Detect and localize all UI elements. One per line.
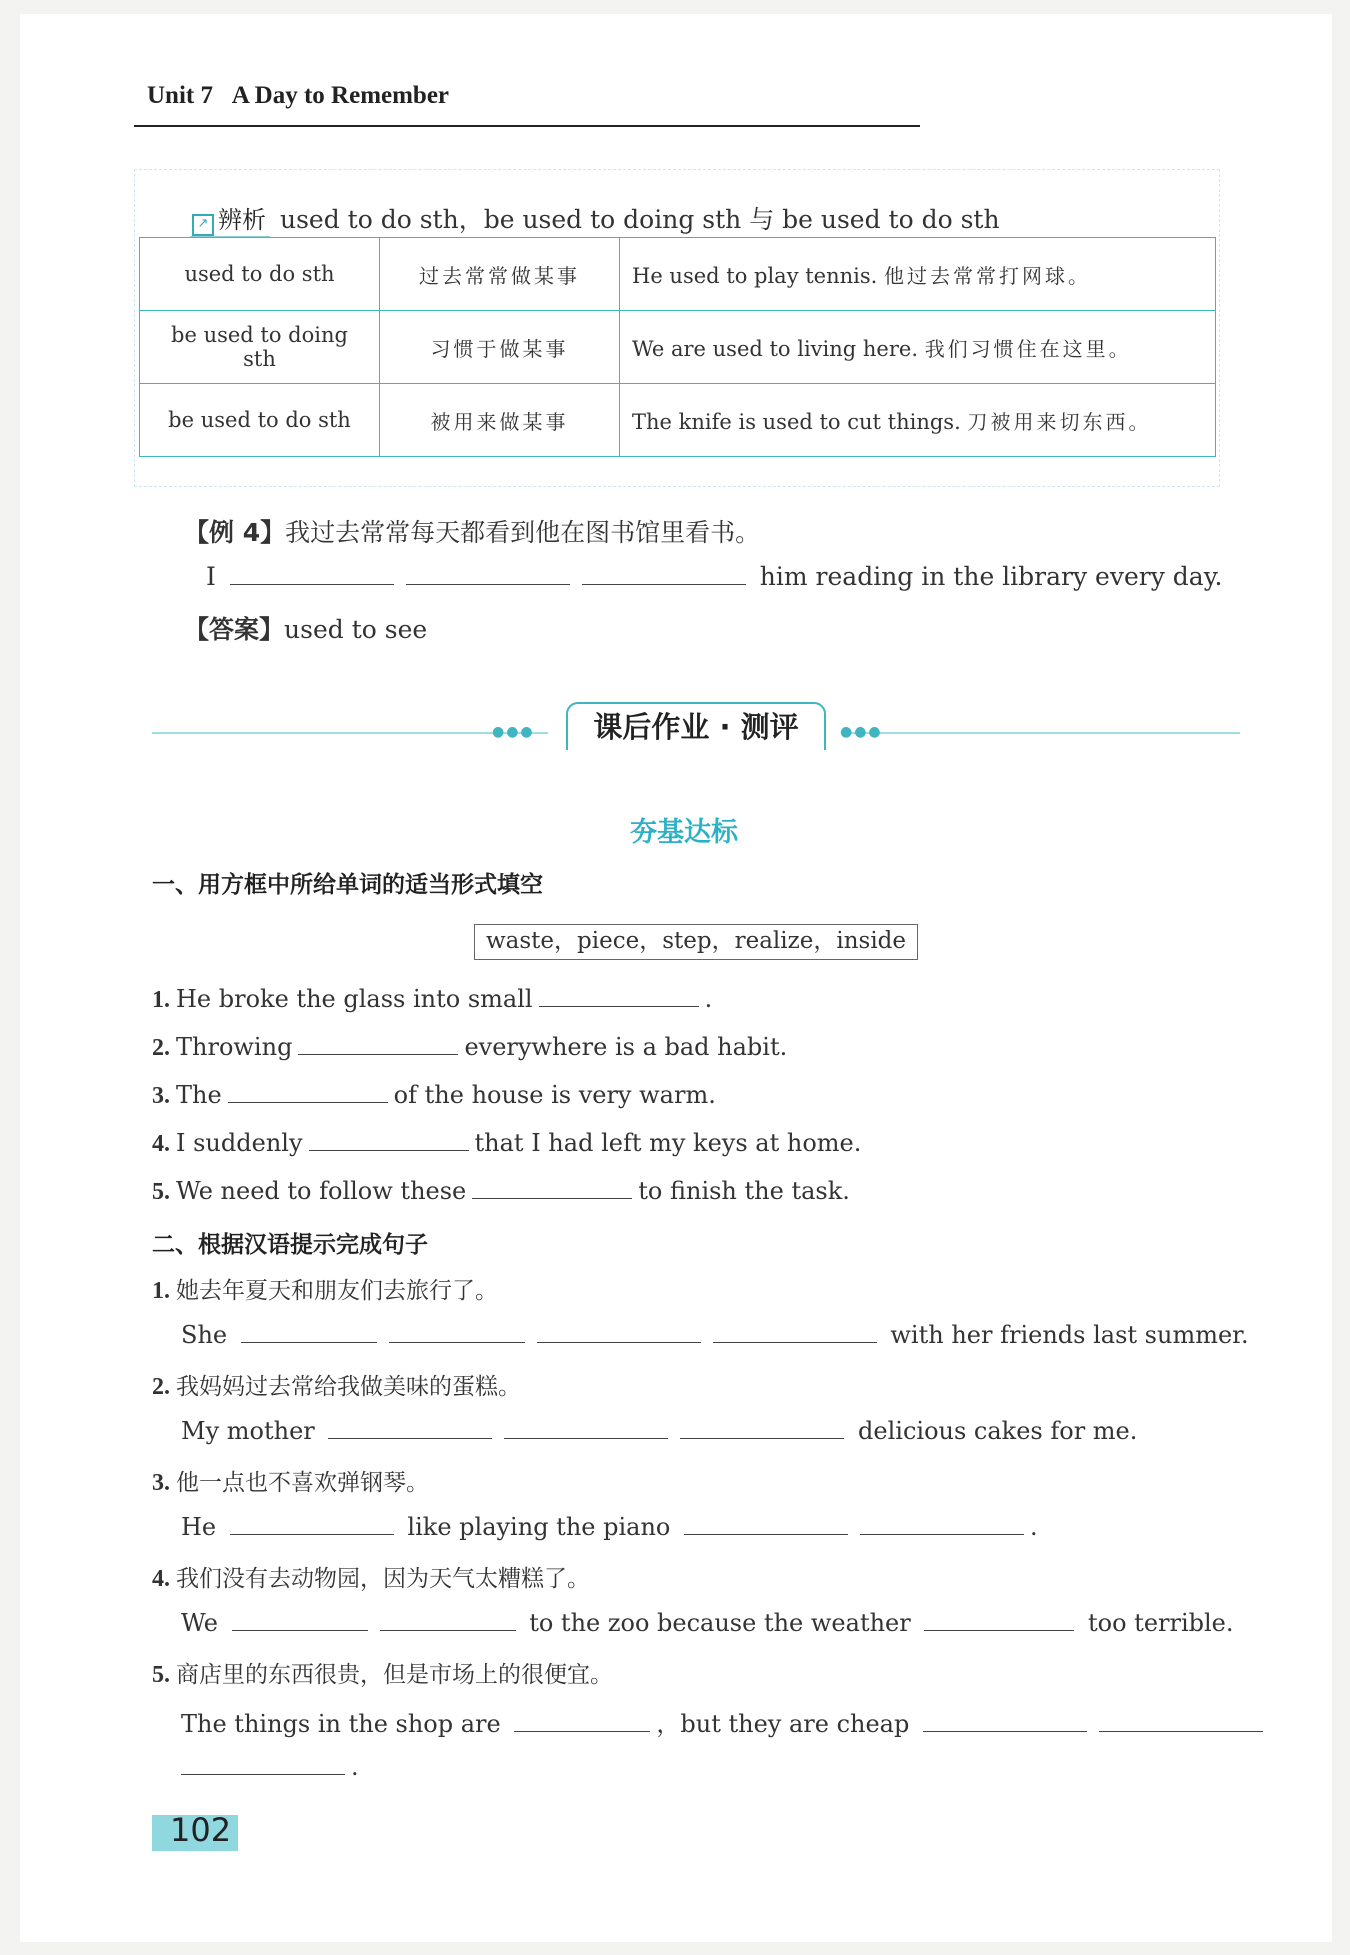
question-prompt: 2. 我妈妈过去常给我做美味的蛋糕。: [152, 1374, 521, 1400]
discrimination-tag: ↗ 辨析: [190, 206, 270, 238]
unit-title: A Day to Remember: [231, 82, 450, 109]
pen-icon: ↗: [192, 214, 214, 236]
question-item: 2. Throwing everywhere is a bad habit.: [152, 1033, 788, 1061]
example-answer: [184, 610, 427, 646]
answer-blank[interactable]: [713, 1320, 877, 1343]
answer-line: She with her friends last summer.: [181, 1321, 1249, 1349]
answer-blank[interactable]: [582, 562, 746, 585]
banner-rule-right: [844, 732, 1240, 734]
answer-line: He like playing the piano .: [181, 1513, 1038, 1541]
question-item: 4. I suddenly that I had left my keys at home.: [152, 1129, 862, 1157]
banner-dots-left: ●●●: [492, 724, 535, 740]
example-cell: We are used to living here. 我们习惯住在这里。: [620, 311, 1216, 384]
answer-blank[interactable]: [298, 1032, 458, 1055]
answer-blank[interactable]: [241, 1320, 377, 1343]
answer-line: We to the zoo because the weather too terrible.: [181, 1609, 1234, 1637]
example-text: 我过去常常每天都看到他在图书馆里看书。: [285, 518, 761, 547]
question-item: 1. He broke the glass into small .: [152, 985, 713, 1013]
discrimination-title: used to do sth，be used to doing sth 与 be used to do sth: [280, 205, 1000, 234]
example-cell: The knife is used to cut things. 刀被用来切东西。: [620, 384, 1216, 457]
answer-blank[interactable]: [504, 1416, 668, 1439]
answer-blank[interactable]: [309, 1128, 469, 1151]
question-item: 3. The of the house is very warm.: [152, 1081, 716, 1109]
answer-line-continued: .: [181, 1752, 359, 1781]
meaning-cell: 被用来做某事: [380, 384, 620, 457]
answer-blank[interactable]: [228, 1080, 388, 1103]
section-banner: 课后作业 · 测评: [566, 702, 826, 750]
answer-blank[interactable]: [232, 1608, 368, 1631]
banner-rule-left: [152, 732, 548, 734]
answer-blank[interactable]: [389, 1320, 525, 1343]
word-box: waste，piece，step，realize，inside: [474, 924, 918, 960]
unit-header: [147, 82, 449, 110]
answer-blank[interactable]: [680, 1416, 844, 1439]
section-subtitle: 夯基达标: [630, 817, 738, 848]
part2-heading: 二、根据汉语提示完成句子: [152, 1232, 428, 1258]
example-question: [184, 513, 760, 549]
answer-blank[interactable]: [406, 562, 570, 585]
phrase-cell: be used to do sth: [140, 384, 380, 457]
part1-heading: 一、用方框中所给单词的适当形式填空: [152, 872, 543, 898]
answer-blank[interactable]: [380, 1608, 516, 1631]
table-row: [140, 238, 1216, 311]
answer-blank[interactable]: [472, 1176, 632, 1199]
header-rule: [134, 125, 920, 127]
answer-blank[interactable]: [1099, 1709, 1263, 1732]
meaning-cell: 过去常常做某事: [380, 238, 620, 311]
example-label: 【例 4】: [184, 518, 286, 547]
answer-blank[interactable]: [924, 1608, 1074, 1631]
answer-blank[interactable]: [230, 562, 394, 585]
answer-blank[interactable]: [537, 1320, 701, 1343]
phrase-cell: used to do sth: [140, 238, 380, 311]
page-number: 102: [152, 1815, 238, 1851]
answer-blank[interactable]: [923, 1709, 1087, 1732]
meaning-cell: 习惯于做某事: [380, 311, 620, 384]
question-item: 5. We need to follow these to finish the task.: [152, 1177, 850, 1205]
phrase-cell: be used to doing sth: [140, 311, 380, 384]
question-prompt: 4. 我们没有去动物园，因为天气太糟糕了。: [152, 1566, 590, 1592]
banner-dots-right: ●●●: [840, 724, 883, 740]
example-fill-line: I him reading in the library every day.: [206, 562, 1223, 591]
answer-blank[interactable]: [328, 1416, 492, 1439]
answer-line: My mother delicious cakes for me.: [181, 1417, 1138, 1445]
answer-line: The things in the shop are ，but they are cheap: [181, 1704, 1269, 1739]
question-prompt: 3. 他一点也不喜欢弹钢琴。: [152, 1470, 429, 1496]
example-cell: He used to play tennis. 他过去常常打网球。: [620, 238, 1216, 311]
table-row: [140, 311, 1216, 384]
answer-blank[interactable]: [230, 1512, 394, 1535]
answer-text: used to see: [284, 615, 428, 644]
answer-label: 【答案】: [184, 615, 285, 644]
usage-table: [139, 237, 1216, 457]
answer-blank[interactable]: [860, 1512, 1024, 1535]
answer-blank[interactable]: [684, 1512, 848, 1535]
question-prompt: 5. 商店里的东西很贵，但是市场上的很便宜。: [152, 1662, 613, 1688]
table-row: [140, 384, 1216, 457]
answer-blank[interactable]: [539, 984, 699, 1007]
answer-blank[interactable]: [181, 1752, 345, 1775]
question-prompt: 1. 她去年夏天和朋友们去旅行了。: [152, 1278, 498, 1304]
unit-number: Unit 7: [147, 82, 213, 109]
answer-blank[interactable]: [514, 1709, 650, 1732]
discrimination-heading: [190, 200, 1000, 236]
